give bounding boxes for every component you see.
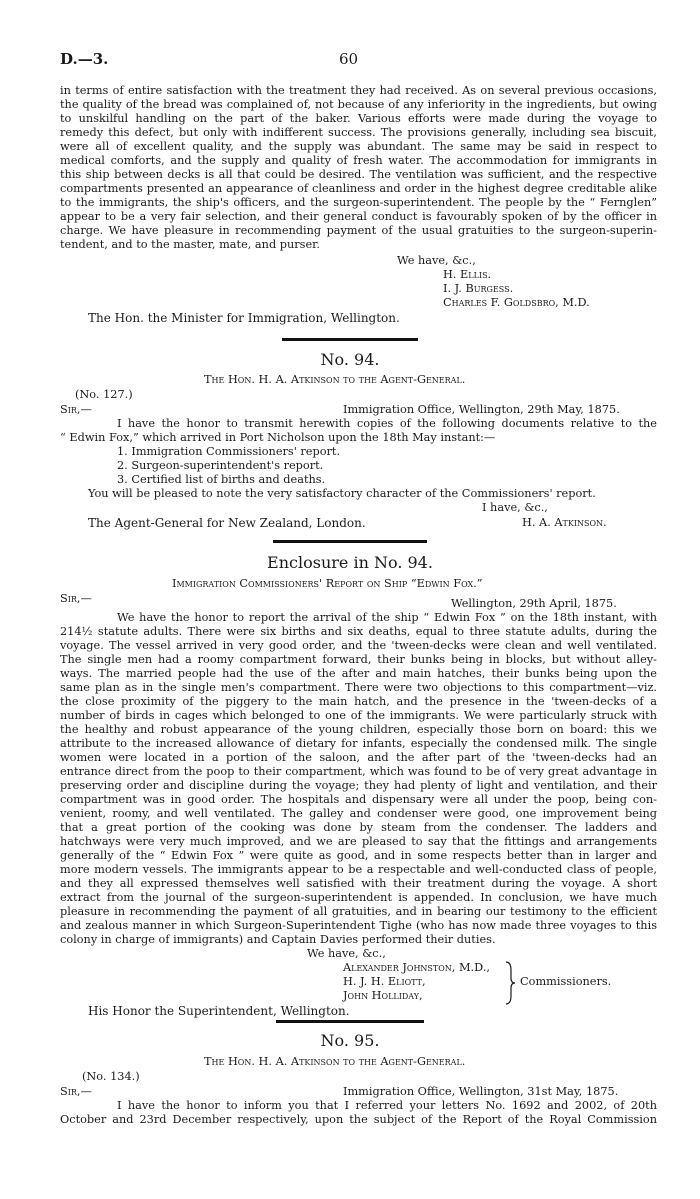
text-line: to unskilful handling on the part of the baker. Various efforts were made during the voyage to	[60, 112, 657, 125]
addressee: The Agent-General for New Zealand, London.	[88, 516, 366, 530]
salutation: Sir,—	[60, 1085, 92, 1098]
closing: We have, &c.,	[397, 254, 476, 267]
from-to-line: The Hon. H. A. Atkinson to the Agent-General.	[204, 1055, 466, 1068]
letter-ref: (No. 134.)	[82, 1070, 140, 1083]
section-title: No. 95.	[320, 1031, 380, 1050]
text-line: compartment was in good order. The hospitals and dispensary were all under the poop, being con-	[60, 793, 657, 806]
dateline: Immigration Office, Wellington, 29th May, 1875.	[343, 403, 620, 416]
text-line: attribute to the increased allowance of dietary for infants, especially the condensed milk. The single	[60, 737, 657, 750]
text-line: and zealous manner in which Surgeon-Superintendent Tighe (who has now made three voyages to this	[60, 919, 657, 932]
signatory-name: H. Ellis.	[443, 268, 492, 281]
brace-icon	[503, 960, 517, 1006]
signatory-name: H. J. H. Eliott,	[343, 975, 426, 988]
text-line: number of birds in cages which belonged to one of the immigrants. We were particularly struck with	[60, 709, 657, 722]
from-to-line: The Hon. H. A. Atkinson to the Agent-General.	[204, 373, 466, 386]
document-ref: D.—3.	[60, 50, 109, 68]
text-line: to the immigrants, the ship's officers, and the surgeon-superintendent. The people by the “ Fernglen”	[60, 196, 657, 209]
text-line: voyage. The vessel arrived in very good order, and the 'tween-decks were clean and well ventilated.	[60, 639, 657, 652]
text-line: venient, roomy, and well ventilated. The galley and condenser were good, one improvement being	[60, 807, 657, 820]
text-line: women were located in a portion of the saloon, and the after part of the 'tween-decks had an	[60, 751, 657, 764]
salutation: Sir,—	[60, 403, 92, 416]
text-line: pleasure in recommending the payment of all gratuities, and in bearing our testimony to the efficient	[60, 905, 657, 918]
section-title: Enclosure in No. 94.	[267, 553, 433, 572]
commissioners-role: Commissioners.	[520, 975, 612, 988]
addressee: His Honor the Superintendent, Wellington.	[88, 1004, 350, 1018]
text-line: remedy this defect, but only with indifferent success. The provisions generally, including sea biscuit,	[60, 126, 657, 139]
text-line: that a great portion of the cooking was done by steam from the condenser. The ladders and	[60, 821, 657, 834]
text-line: tendent, and to the master, mate, and purser.	[60, 238, 320, 251]
section-divider	[282, 338, 418, 341]
text-line: preserving order and discipline during the voyage; they had plenty of light and ventilation, and their	[60, 779, 657, 792]
text-line: in terms of entire satisfaction with the treatment they had received. As on several previous occasions,	[60, 84, 657, 97]
enclosure-subtitle: Immigration Commissioners' Report on Ship “Edwin Fox.”	[172, 577, 483, 590]
signatory-name: John Holliday,	[343, 989, 423, 1002]
section-divider	[276, 1020, 424, 1023]
closing: I have, &c.,	[482, 501, 548, 514]
text-line: 214½ statute adults. There were six births and six deaths, equal to three statute adults, during the	[60, 625, 657, 638]
text-line: I have the honor to transmit herewith copies of the following documents relative to the	[117, 417, 657, 430]
text-line: ways. The married people had the use of the after and main hatches, their bunks being upon the	[60, 667, 657, 680]
signatory-name: I. J. Burgess.	[443, 282, 514, 295]
salutation: Sir,—	[60, 592, 92, 605]
text-line: the close proximity of the piggery to the main hatch, and the presence in the 'tween-decks of a	[60, 695, 657, 708]
text-line: same plan as in the single men's compartment. There were two objections to this compartment—viz.	[60, 681, 657, 694]
dateline: Immigration Office, Wellington, 31st May, 1875.	[343, 1085, 619, 1098]
text-line: appear to be a very fair selection, and their general conduct is favourably spoken of by the officer in	[60, 210, 657, 223]
text-line: hatchways were very much improved, and we are pleased to say that the fittings and arrangements	[60, 835, 657, 848]
page-number: 60	[339, 50, 359, 68]
list-item: 3. Certified list of births and deaths.	[117, 473, 326, 486]
text-line: more modern vessels. The immigrants appear to be a respectable and well-conducted class of people,	[60, 863, 657, 876]
dateline: Wellington, 29th April, 1875.	[451, 597, 617, 610]
text-line: the healthy and robust appearance of the young children, especially those born on board: this we	[60, 723, 657, 736]
text-line: colony in charge of immigrants) and Captain Davies performed their duties.	[60, 933, 496, 946]
signatory-name: Charles F. Goldsbro, M.D.	[443, 296, 590, 309]
letter-ref: (No. 127.)	[75, 388, 133, 401]
signature: H. A. Atkinson.	[522, 516, 607, 529]
signatory-name: Alexander Johnston, M.D.,	[343, 961, 490, 974]
text-line: medical comforts, and the supply and quality of fresh water. The accommodation for immigrants in	[60, 154, 657, 167]
closing: We have, &c.,	[307, 947, 386, 960]
text-line: “ Edwin Fox,” which arrived in Port Nicholson upon the 18th May instant:—	[60, 431, 496, 444]
list-item: 1. Immigration Commissioners' report.	[117, 445, 341, 458]
text-line: entrance direct from the poop to their compartment, which was found to be of very great advantage in	[60, 765, 657, 778]
text-line: this ship between decks is all that could be desired. The ventilation was sufficient, and the respective	[60, 168, 657, 181]
text-line: were all of excellent quality, and the supply was abundant. The same may be said in respect to	[60, 140, 657, 153]
text-line: The single men had a roomy compartment forward, their bunks being in blocks, but without alley-	[60, 653, 657, 666]
text-line: charge. We have pleasure in recommending payment of the usual gratuities to the surgeon-superin-	[60, 224, 657, 237]
text-line: We have the honor to report the arrival of the ship “ Edwin Fox ” on the 18th instant, with	[117, 611, 657, 624]
section-divider	[273, 540, 427, 543]
text-line: extract from the journal of the surgeon-superintendent is appended. In conclusion, we have much	[60, 891, 657, 904]
text-line: generally of the “ Edwin Fox ” were quite as good, and in some respects better than in larger and	[60, 849, 657, 862]
text-line: I have the honor to inform you that I referred your letters No. 1692 and 2002, of 20th	[117, 1099, 657, 1112]
list-item: 2. Surgeon-superintendent's report.	[117, 459, 324, 472]
section-title: No. 94.	[320, 350, 380, 369]
text-line: the quality of the bread was complained of, not because of any inferiority in the ingredients, but owing	[60, 98, 657, 111]
text-line: compartments presented an appearance of cleanliness and order in the highest degree creditable alike	[60, 182, 657, 195]
text-line: You will be pleased to note the very satisfactory character of the Commissioners' report.	[88, 487, 596, 500]
addressee: The Hon. the Minister for Immigration, Wellington.	[88, 311, 400, 325]
text-line: and they all expressed themselves well satisfied with their treatment during the voyage. A short	[60, 877, 657, 890]
text-line: October and 23rd December respectively, upon the subject of the Report of the Royal Commission	[60, 1113, 657, 1126]
